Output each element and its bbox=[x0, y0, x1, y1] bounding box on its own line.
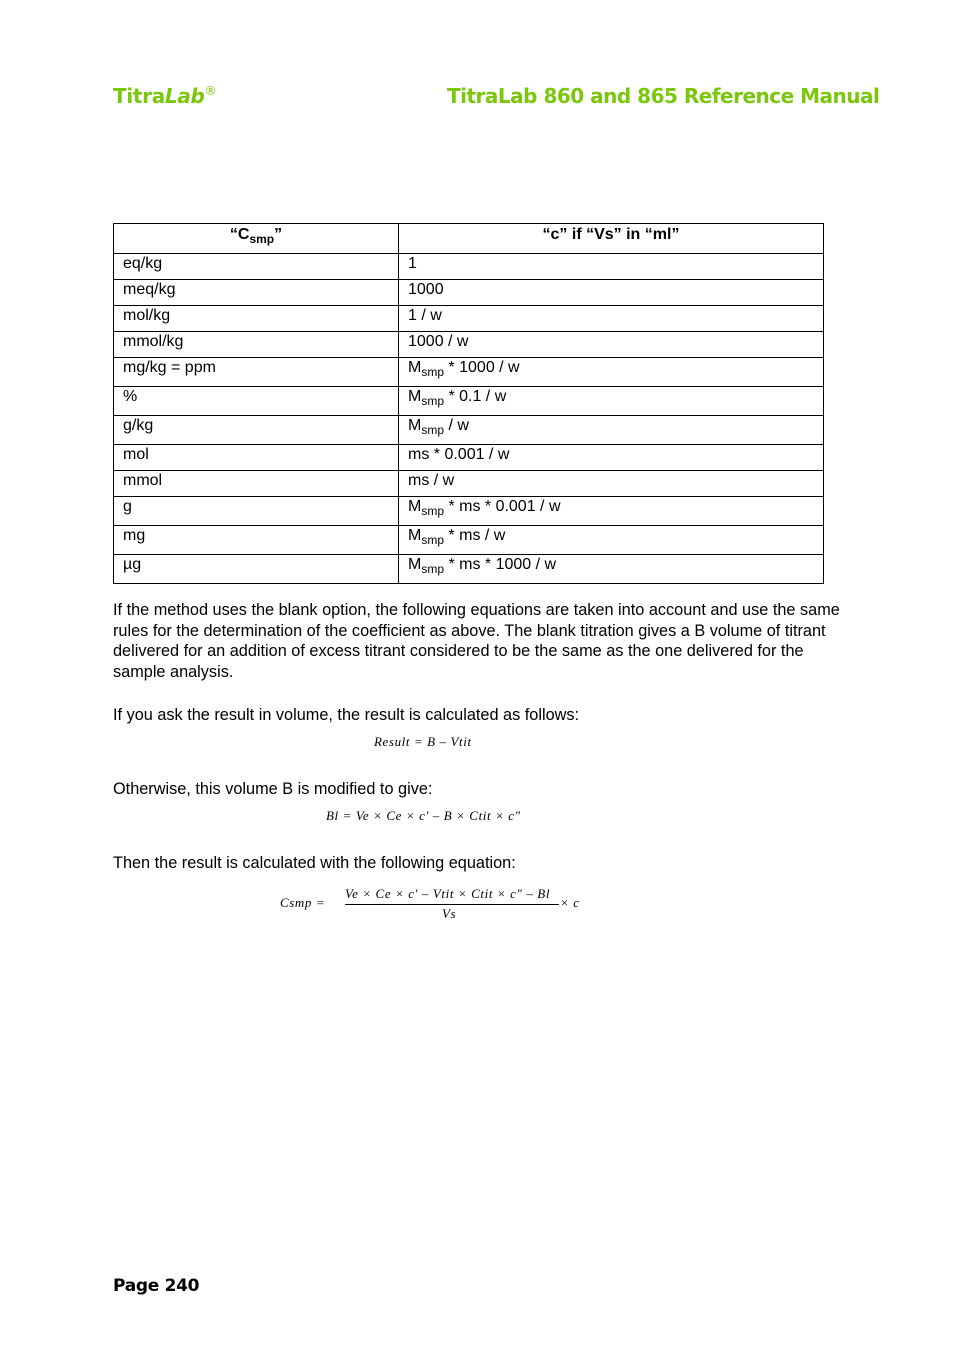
table-row bbox=[114, 254, 824, 280]
unit-cell: mg bbox=[114, 526, 399, 555]
fraction-bar bbox=[345, 904, 559, 905]
header-csmp: “$C_{smp}$” bbox=[114, 224, 399, 254]
unit-cell: g/kg bbox=[114, 416, 399, 445]
brand-lab: Lab bbox=[164, 84, 205, 108]
brand-logo bbox=[113, 84, 216, 108]
volume-result-paragraph: If you ask the result in volume, the result is calculated as follows: bbox=[113, 706, 580, 724]
table-row bbox=[114, 306, 824, 332]
coefficient-cell: $M_{smp} * 0.1$ / w bbox=[399, 387, 824, 416]
unit-cell: mmol/kg bbox=[114, 332, 399, 358]
unit-cell: mol bbox=[114, 445, 399, 471]
coefficient-cell: $M_{smp}$ * ms * 0.001 / w bbox=[399, 497, 824, 526]
brand-titra: Titra bbox=[113, 84, 165, 108]
coefficient-cell: $M_{smp}$ * ms / w bbox=[399, 526, 824, 555]
unit-cell: % bbox=[114, 387, 399, 416]
equation-csmp-numerator: Ve × Ce × c′ – Vtit × Ctit × c″ – Bl bbox=[345, 886, 551, 901]
units-table bbox=[113, 223, 824, 584]
table-row bbox=[114, 445, 824, 471]
equation-csmp bbox=[280, 884, 600, 928]
modified-volume-paragraph: Otherwise, this volume B is modified to give: bbox=[113, 780, 433, 798]
unit-cell: µg bbox=[114, 555, 399, 584]
header-c-factor: “c” if “Vs” in “ml” bbox=[399, 224, 824, 254]
table-row bbox=[114, 332, 824, 358]
page-number: Page 240 bbox=[113, 1276, 200, 1296]
coefficient-cell: 1 bbox=[399, 254, 824, 280]
table-row bbox=[114, 387, 824, 416]
coefficient-cell: $M_{smp} * 1000$ / w bbox=[399, 358, 824, 387]
coefficient-cell: $M_{smp}$ / w bbox=[399, 416, 824, 445]
table-row bbox=[114, 471, 824, 497]
coefficient-cell: 1000 bbox=[399, 280, 824, 306]
unit-cell: meq/kg bbox=[114, 280, 399, 306]
table-row bbox=[114, 416, 824, 445]
table-header-row bbox=[114, 224, 824, 254]
equation-csmp-rhs: × c bbox=[560, 895, 580, 910]
coefficient-cell: $M_{smp}$ * ms * 1000 / w bbox=[399, 555, 824, 584]
table-row bbox=[114, 497, 824, 526]
registered-mark: ® bbox=[204, 84, 217, 98]
coefficient-cell: ms * 0.001 / w bbox=[399, 445, 824, 471]
unit-cell: mg/kg = ppm bbox=[114, 358, 399, 387]
table-body bbox=[114, 254, 824, 584]
coefficient-cell: ms / w bbox=[399, 471, 824, 497]
table-row bbox=[114, 280, 824, 306]
coefficient-cell: 1 / w bbox=[399, 306, 824, 332]
table-row bbox=[114, 526, 824, 555]
equation-blank-volume: Bl = Ve × Ce × c′ – B × Ctit × c″ bbox=[326, 808, 521, 823]
coefficient-cell: 1000 / w bbox=[399, 332, 824, 358]
result-equation-paragraph: Then the result is calculated with the following equation: bbox=[113, 854, 516, 872]
unit-cell: mol/kg bbox=[114, 306, 399, 332]
table-row bbox=[114, 358, 824, 387]
manual-title: TitraLab 860 and 865 Reference Manual bbox=[447, 84, 880, 108]
equation-csmp-denominator: Vs bbox=[442, 906, 457, 921]
table-row bbox=[114, 555, 824, 584]
unit-cell: g bbox=[114, 497, 399, 526]
unit-cell: eq/kg bbox=[114, 254, 399, 280]
unit-cell: mmol bbox=[114, 471, 399, 497]
equation-result-volume: Result = B – Vtit bbox=[374, 734, 472, 749]
blank-option-paragraph: If the method uses the blank option, the following equations are taken into account and use the same rules for the determination of the coefficient as above. The blank titration gives a B volume of titrant delivered for an addition of excess titrant considered to be the same as the one delivered for the sample analysis. bbox=[113, 601, 840, 682]
equation-csmp-lhs: Csmp = bbox=[280, 895, 326, 910]
